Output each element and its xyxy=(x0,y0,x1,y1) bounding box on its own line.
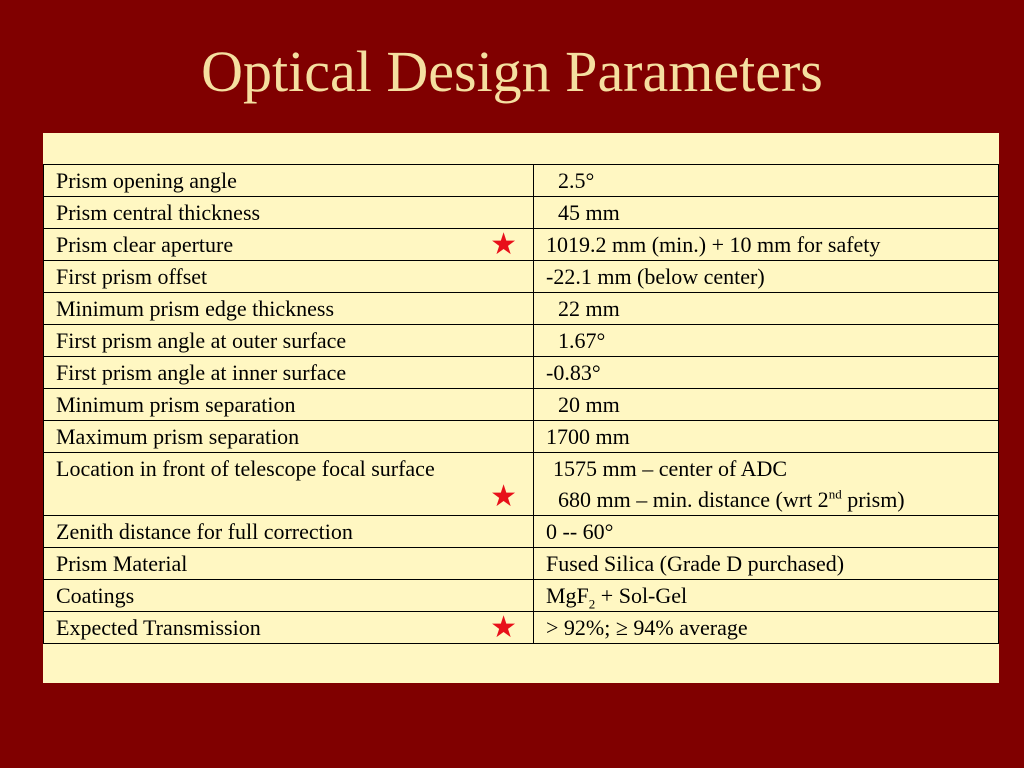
table-row xyxy=(44,453,999,516)
param-label: Expected Transmission ★ xyxy=(44,612,534,644)
red-star-icon: ★ xyxy=(490,479,517,514)
red-star-icon: ★ xyxy=(490,228,517,261)
table-row xyxy=(44,548,999,580)
param-label: Prism Material xyxy=(44,548,534,580)
param-value: 45 mm xyxy=(534,197,999,229)
param-label: Minimum prism separation xyxy=(44,389,534,421)
param-value xyxy=(534,453,999,516)
param-value: 1.67° xyxy=(534,325,999,357)
value-line-1: 1575 mm – center of ADC xyxy=(553,456,788,481)
param-label: Zenith distance for full correction xyxy=(44,516,534,548)
table-row xyxy=(44,325,999,357)
param-value: 0 -- 60° xyxy=(534,516,999,548)
table-row xyxy=(44,293,999,325)
param-label: First prism angle at outer surface xyxy=(44,325,534,357)
table-row xyxy=(44,516,999,548)
param-label: First prism angle at inner surface xyxy=(44,357,534,389)
param-label: Prism central thickness xyxy=(44,197,534,229)
param-value: > 92%; ≥ 94% average xyxy=(534,612,999,644)
param-label: Minimum prism edge thickness xyxy=(44,293,534,325)
param-value: 22 mm xyxy=(534,293,999,325)
table-row xyxy=(44,261,999,293)
param-value: 2.5° xyxy=(534,165,999,197)
param-value: -0.83° xyxy=(534,357,999,389)
table-row xyxy=(44,229,999,261)
table-row xyxy=(44,612,999,644)
param-label: Coatings xyxy=(44,580,534,612)
value-line-2: 680 mm – min. distance (wrt 2nd prism) xyxy=(558,486,905,512)
table-row xyxy=(44,357,999,389)
table-row xyxy=(44,197,999,229)
param-label: Prism opening angle xyxy=(44,165,534,197)
parameters-panel xyxy=(43,133,999,683)
param-value: Fused Silica (Grade D purchased) xyxy=(534,548,999,580)
table-row xyxy=(44,421,999,453)
page-title: Optical Design Parameters xyxy=(201,39,823,104)
table-row xyxy=(44,580,999,612)
red-star-icon: ★ xyxy=(490,611,517,644)
param-value: 1019.2 mm (min.) + 10 mm for safety xyxy=(534,229,999,261)
param-value: 1700 mm xyxy=(534,421,999,453)
table-row xyxy=(44,389,999,421)
param-value: MgF$_2$ + Sol-Gel xyxy=(534,580,999,612)
param-label: Location in front of telescope focal surface ★ xyxy=(44,453,534,516)
param-value: -22.1 mm (below center) xyxy=(534,261,999,293)
param-label: Prism clear aperture ★ xyxy=(44,229,534,261)
param-value: 20 mm xyxy=(534,389,999,421)
parameters-table xyxy=(43,164,999,644)
param-label: First prism offset xyxy=(44,261,534,293)
table-row xyxy=(44,165,999,197)
param-label: Maximum prism separation xyxy=(44,421,534,453)
